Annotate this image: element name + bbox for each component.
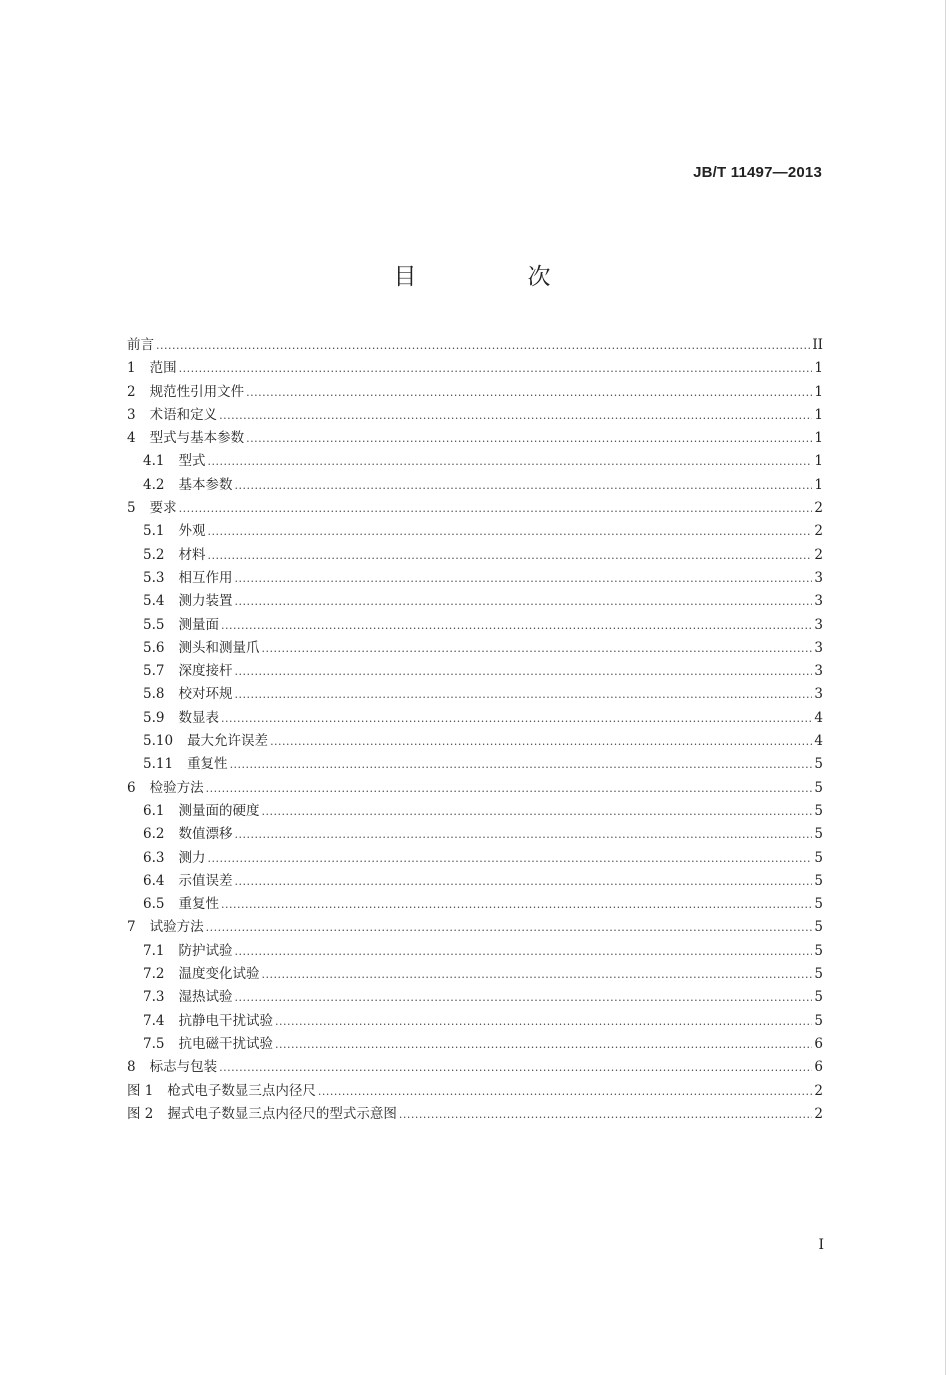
toc-entry-number: 8 (127, 1059, 136, 1076)
toc-entry-page: II (812, 337, 823, 353)
dot-leader (234, 567, 812, 590)
toc-entry-label (143, 847, 205, 870)
toc-entry-label (127, 427, 244, 450)
dot-leader (275, 1010, 812, 1033)
toc-entry-label (143, 450, 205, 473)
toc-entry-page: 3 (814, 593, 823, 610)
toc-entry-text: 材料 (178, 546, 206, 563)
toc-entry-label (143, 893, 219, 916)
standard-number: JB/T 11497—2013 (693, 164, 822, 181)
toc-entry-page: 1 (814, 476, 823, 493)
dot-leader (179, 357, 813, 380)
toc-entry[interactable] (127, 474, 823, 497)
toc-entry-text: 规范性引用文件 (149, 383, 245, 400)
dot-leader (261, 963, 812, 986)
toc-entry[interactable] (127, 590, 823, 613)
toc-entry-text: 术语和定义 (149, 406, 218, 423)
toc-entry[interactable] (127, 707, 823, 730)
toc-entry[interactable] (127, 660, 823, 683)
toc-entry-label (127, 916, 204, 939)
toc-entry[interactable] (127, 963, 823, 986)
toc-entry-number: 1 (127, 360, 136, 377)
toc-entry[interactable] (127, 683, 823, 706)
dot-leader (219, 1056, 812, 1079)
toc-entry-number: 5.4 (143, 593, 165, 610)
table-of-contents (127, 334, 823, 1126)
toc-entry[interactable] (127, 753, 823, 776)
toc-entry-number: 5.9 (143, 709, 165, 726)
toc-entry-number: 5.6 (143, 639, 165, 656)
toc-entry-page: 3 (814, 686, 823, 703)
toc-entry-text: 试验方法 (149, 919, 204, 936)
toc-entry-text: 枪式电子数显三点内径尺 (167, 1082, 316, 1099)
dot-leader (234, 870, 812, 893)
dot-leader (221, 614, 812, 637)
toc-entry[interactable] (127, 1080, 823, 1103)
toc-entry[interactable] (127, 334, 823, 357)
toc-entry-number: 7.4 (143, 1012, 165, 1029)
toc-entry-text: 检验方法 (149, 779, 204, 796)
dot-leader (207, 450, 812, 473)
toc-entry-number: 5.11 (143, 756, 174, 773)
toc-entry-label (127, 357, 177, 380)
toc-entry[interactable] (127, 544, 823, 567)
toc-entry-page: 5 (814, 966, 823, 983)
dot-leader (318, 1080, 813, 1103)
toc-entry-text: 深度接杆 (178, 663, 233, 680)
toc-entry[interactable] (127, 637, 823, 660)
toc-entry-page: 5 (814, 919, 823, 936)
toc-entry-text: 示值误差 (178, 872, 233, 889)
toc-entry-page: 3 (814, 663, 823, 680)
toc-entry-number: 5.10 (143, 733, 174, 750)
toc-entry[interactable] (127, 730, 823, 753)
dot-leader (234, 986, 812, 1009)
toc-entry-number: 6.5 (143, 896, 165, 913)
toc-entry-number: 5.1 (143, 523, 165, 540)
toc-entry-text: 抗电磁干扰试验 (178, 1035, 273, 1052)
toc-entry-page: 2 (814, 1082, 823, 1099)
toc-entry[interactable] (127, 357, 823, 380)
page-edge (945, 0, 946, 1375)
toc-entry-text: 防护试验 (178, 942, 233, 959)
toc-entry-number: 6.4 (143, 872, 165, 889)
toc-entry-text: 基本参数 (178, 476, 233, 493)
toc-entry-number: 3 (127, 406, 136, 423)
toc-entry-page: 5 (814, 779, 823, 796)
toc-entry-number: 5.5 (143, 616, 165, 633)
toc-entry-text: 测量面的硬度 (178, 802, 260, 819)
toc-entry-number: 5 (127, 500, 136, 517)
toc-entry[interactable] (127, 427, 823, 450)
toc-entry-label (143, 590, 232, 613)
toc-entry-page: 4 (814, 733, 823, 750)
toc-entry-label (143, 940, 232, 963)
dot-leader (275, 1033, 812, 1056)
toc-entry-label (143, 1033, 273, 1056)
toc-entry-label (143, 637, 259, 660)
toc-entry[interactable] (127, 916, 823, 939)
dot-leader (234, 474, 812, 497)
dot-leader (261, 637, 812, 660)
toc-entry-label (127, 1103, 397, 1126)
toc-entry-number: 7 (127, 919, 136, 936)
dot-leader (207, 847, 812, 870)
toc-entry[interactable] (127, 614, 823, 637)
toc-entry-label (143, 520, 205, 543)
toc-entry-page: 5 (814, 989, 823, 1006)
toc-entry-page: 5 (814, 826, 823, 843)
toc-entry-page: 2 (814, 523, 823, 540)
toc-entry-label (143, 614, 219, 637)
toc-entry-number: 5.3 (143, 569, 165, 586)
toc-entry-number: 6.3 (143, 849, 165, 866)
toc-entry-number: 图 2 (127, 1105, 154, 1122)
dot-leader (230, 753, 813, 776)
toc-entry[interactable] (127, 870, 823, 893)
toc-entry[interactable] (127, 986, 823, 1009)
toc-entry[interactable] (127, 1033, 823, 1056)
toc-entry-text: 相互作用 (178, 569, 233, 586)
toc-entry-label (143, 823, 232, 846)
toc-entry-text: 范围 (149, 360, 177, 377)
toc-entry-number: 6.2 (143, 826, 165, 843)
toc-entry-number: 4.2 (143, 476, 165, 493)
toc-entry[interactable] (127, 893, 823, 916)
toc-entry-label (143, 963, 259, 986)
dot-leader (261, 800, 812, 823)
toc-entry-number: 4 (127, 430, 136, 447)
toc-entry-label (127, 381, 244, 404)
toc-entry-page: 2 (814, 546, 823, 563)
toc-entry[interactable] (127, 520, 823, 543)
dot-leader (207, 544, 812, 567)
toc-entry-page: 1 (814, 453, 823, 470)
toc-entry-page: 1 (814, 430, 823, 447)
dot-leader (234, 683, 812, 706)
toc-entry-page: 2 (814, 1105, 823, 1122)
toc-entry[interactable] (127, 497, 823, 520)
toc-entry-page: 1 (814, 383, 823, 400)
toc-entry-page: 5 (814, 1012, 823, 1029)
toc-entry[interactable] (127, 1103, 823, 1126)
toc-entry-label (127, 334, 154, 357)
toc-entry-label (127, 1056, 217, 1079)
toc-entry-text: 抗静电干扰试验 (178, 1012, 273, 1029)
toc-entry-page: 3 (814, 616, 823, 633)
toc-entry-label (143, 544, 205, 567)
dot-leader (234, 823, 812, 846)
toc-entry[interactable] (127, 777, 823, 800)
toc-entry-text: 数显表 (178, 709, 219, 726)
toc-entry[interactable] (127, 847, 823, 870)
toc-entry-text: 外观 (178, 523, 206, 540)
toc-entry-number: 7.5 (143, 1035, 165, 1052)
toc-entry-page: 3 (814, 639, 823, 656)
toc-entry-number: 4.1 (143, 453, 165, 470)
toc-entry-text: 型式 (178, 453, 206, 470)
toc-entry-page: 5 (814, 802, 823, 819)
toc-entry-page: 6 (814, 1059, 823, 1076)
toc-entry-number: 5.8 (143, 686, 165, 703)
toc-entry-label (143, 870, 232, 893)
toc-entry-number: 图 1 (127, 1082, 154, 1099)
toc-entry-text: 测头和测量爪 (178, 639, 260, 656)
toc-entry-text: 数值漂移 (178, 826, 233, 843)
toc-entry-label (143, 730, 268, 753)
toc-entry-label (143, 707, 219, 730)
toc-entry-page: 1 (814, 360, 823, 377)
dot-leader (399, 1103, 813, 1126)
toc-entry-text: 校对环规 (178, 686, 233, 703)
toc-entry-page: 5 (814, 756, 823, 773)
dot-leader (221, 893, 812, 916)
toc-entry[interactable] (127, 404, 823, 427)
toc-entry-label (143, 986, 232, 1009)
toc-entry-label (143, 800, 259, 823)
toc-entry-page: 1 (814, 406, 823, 423)
toc-entry-label (143, 660, 232, 683)
toc-entry-number: 2 (127, 383, 136, 400)
page-title: 目 次 (393, 264, 595, 290)
toc-entry-label (127, 497, 177, 520)
page-number: I (818, 1237, 824, 1253)
toc-entry-number: 5.7 (143, 663, 165, 680)
dot-leader (234, 660, 812, 683)
toc-entry-text: 重复性 (187, 756, 228, 773)
toc-entry-label (143, 474, 232, 497)
toc-entry-page: 5 (814, 896, 823, 913)
toc-entry-text: 要求 (149, 500, 177, 517)
toc-entry-text: 湿热试验 (178, 989, 233, 1006)
toc-entry-number: 6.1 (143, 802, 165, 819)
dot-leader (234, 940, 812, 963)
dot-leader (206, 916, 813, 939)
dot-leader (219, 404, 812, 427)
toc-entry-page: 4 (814, 709, 823, 726)
dot-leader (234, 590, 812, 613)
toc-entry-text: 测力装置 (178, 593, 233, 610)
toc-entry-label (143, 1010, 273, 1033)
toc-entry-page: 5 (814, 872, 823, 889)
toc-entry-page: 3 (814, 569, 823, 586)
toc-entry-page: 2 (814, 500, 823, 517)
toc-entry-text: 重复性 (178, 896, 219, 913)
toc-entry-text: 温度变化试验 (178, 966, 260, 983)
toc-entry-number: 7.1 (143, 942, 165, 959)
toc-entry-text: 前言 (127, 337, 154, 353)
dot-leader (221, 707, 812, 730)
toc-entry-number: 7.3 (143, 989, 165, 1006)
toc-entry[interactable] (127, 823, 823, 846)
toc-entry-number: 5.2 (143, 546, 165, 563)
toc-entry-text: 测力 (178, 849, 206, 866)
toc-entry-label (127, 404, 217, 427)
toc-entry[interactable] (127, 800, 823, 823)
toc-entry[interactable] (127, 381, 823, 404)
toc-entry-page: 6 (814, 1035, 823, 1052)
toc-entry-text: 最大允许误差 (187, 733, 269, 750)
toc-entry[interactable] (127, 1010, 823, 1033)
toc-entry-label (143, 683, 232, 706)
dot-leader (246, 381, 812, 404)
toc-entry[interactable] (127, 940, 823, 963)
toc-entry-text: 握式电子数显三点内径尺的型式示意图 (167, 1105, 397, 1122)
dot-leader (156, 334, 810, 357)
toc-entry-number: 6 (127, 779, 136, 796)
toc-entry-label (143, 567, 232, 590)
dot-leader (179, 497, 813, 520)
toc-entry[interactable] (127, 1056, 823, 1079)
dot-leader (207, 520, 812, 543)
toc-entry-text: 标志与包装 (149, 1059, 218, 1076)
dot-leader (270, 730, 812, 753)
toc-entry-text: 型式与基本参数 (149, 430, 245, 447)
toc-entry-label (127, 777, 204, 800)
toc-entry-label (127, 1080, 316, 1103)
toc-entry-page: 5 (814, 942, 823, 959)
toc-entry-page: 5 (814, 849, 823, 866)
dot-leader (246, 427, 812, 450)
toc-entry-number: 7.2 (143, 966, 165, 983)
toc-entry[interactable] (127, 450, 823, 473)
toc-entry-label (143, 753, 228, 776)
toc-entry[interactable] (127, 567, 823, 590)
toc-entry-text: 测量面 (178, 616, 219, 633)
dot-leader (206, 777, 813, 800)
